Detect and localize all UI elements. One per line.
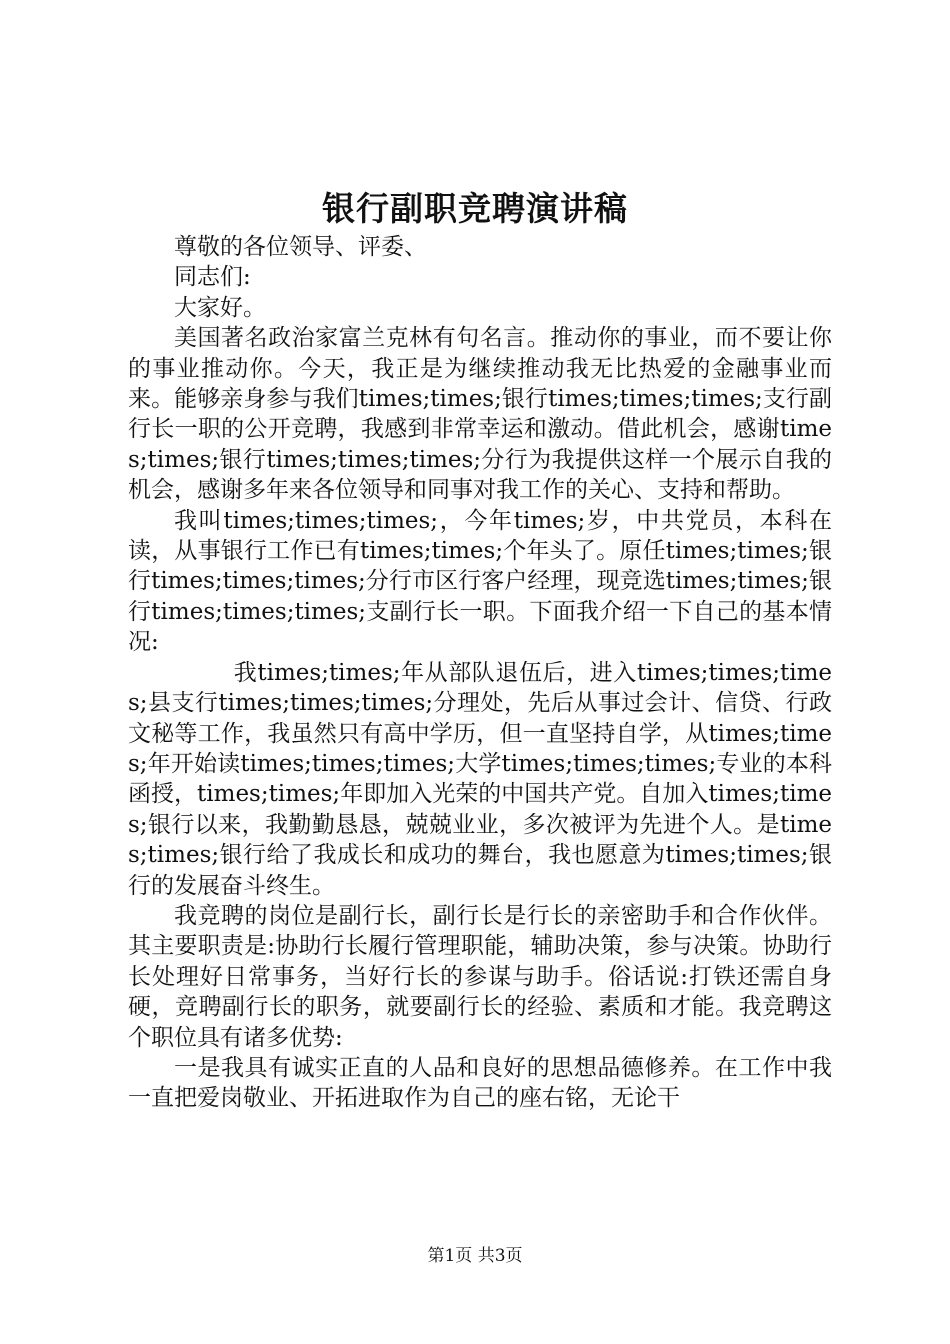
paragraph-position: 我竞聘的岗位是副行长，副行长是行长的亲密助手和合作伙伴。其主要职责是:协助行长履行管理职能，辅助决策，参与决策。协助行长处理好日常事务，当好行长的参谋与助手。俗话说:打铁还需自身硬，竞聘副行长的职务，就要副行长的经验、素质和才能。我竞聘这个职位具有诸多优势: xyxy=(128,902,832,1051)
paragraph-self-intro: 我叫times;times;times;，今年times;岁，中共党员，本科在读，从事银行工作已有times;times;个年头了。原任times;times;银行times;times;times;分行市区行客户经理，现竞选times;times;银行times;times;times;支副行长一职。下面我介绍一下自己的基本情况: xyxy=(128,507,832,656)
paragraph-advantage-1: 一是我具有诚实正直的人品和良好的思想品德修养。在工作中我一直把爱岗敬业、开拓进取作为自己的座右铭，无论干 xyxy=(128,1054,832,1112)
paragraph-opening: 美国著名政治家富兰克林有句名言。推动你的事业，而不要让你的事业推动你。今天，我正是为继续推动我无比热爱的金融事业而来。能够亲身参与我们times;times;银行times;times;times;支行副行长一职的公开竞聘，我感到非常幸运和激动。借此机会，感谢times;times;银行times;times;times;分行为我提供这样一个展示自我的机会，感谢多年来各位领导和同事对我工作的关心、支持和帮助。 xyxy=(128,325,832,504)
page-title: 银行副职竞聘演讲稿 xyxy=(322,189,628,228)
greeting-line: 大家好。 xyxy=(174,294,266,321)
document-body xyxy=(128,232,832,1114)
paragraph-background: 我times;times;年从部队退伍后，进入times;times;times;县支行times;times;times;分理处，先后从事过会计、信贷、行政文秘等工作，我虽然只有高中学历，但一直坚持自学，从times;times;年开始读times;times;times;大学times;times;times;专业的本科函授，times;times;年即加入光荣的中国共产党。自加入times;times;银行以来，我勤勤恳恳，兢兢业业，多次被评为先进个人。是times;times;银行给了我成长和成功的舞台，我也愿意为times;times;银行的发展奋斗终生。 xyxy=(128,659,832,899)
salutation-line-1: 尊敬的各位领导、评委、 xyxy=(174,234,427,260)
page-footer: 第1页 共3页 xyxy=(427,1246,523,1266)
salutation-line-2: 同志们: xyxy=(174,264,251,291)
